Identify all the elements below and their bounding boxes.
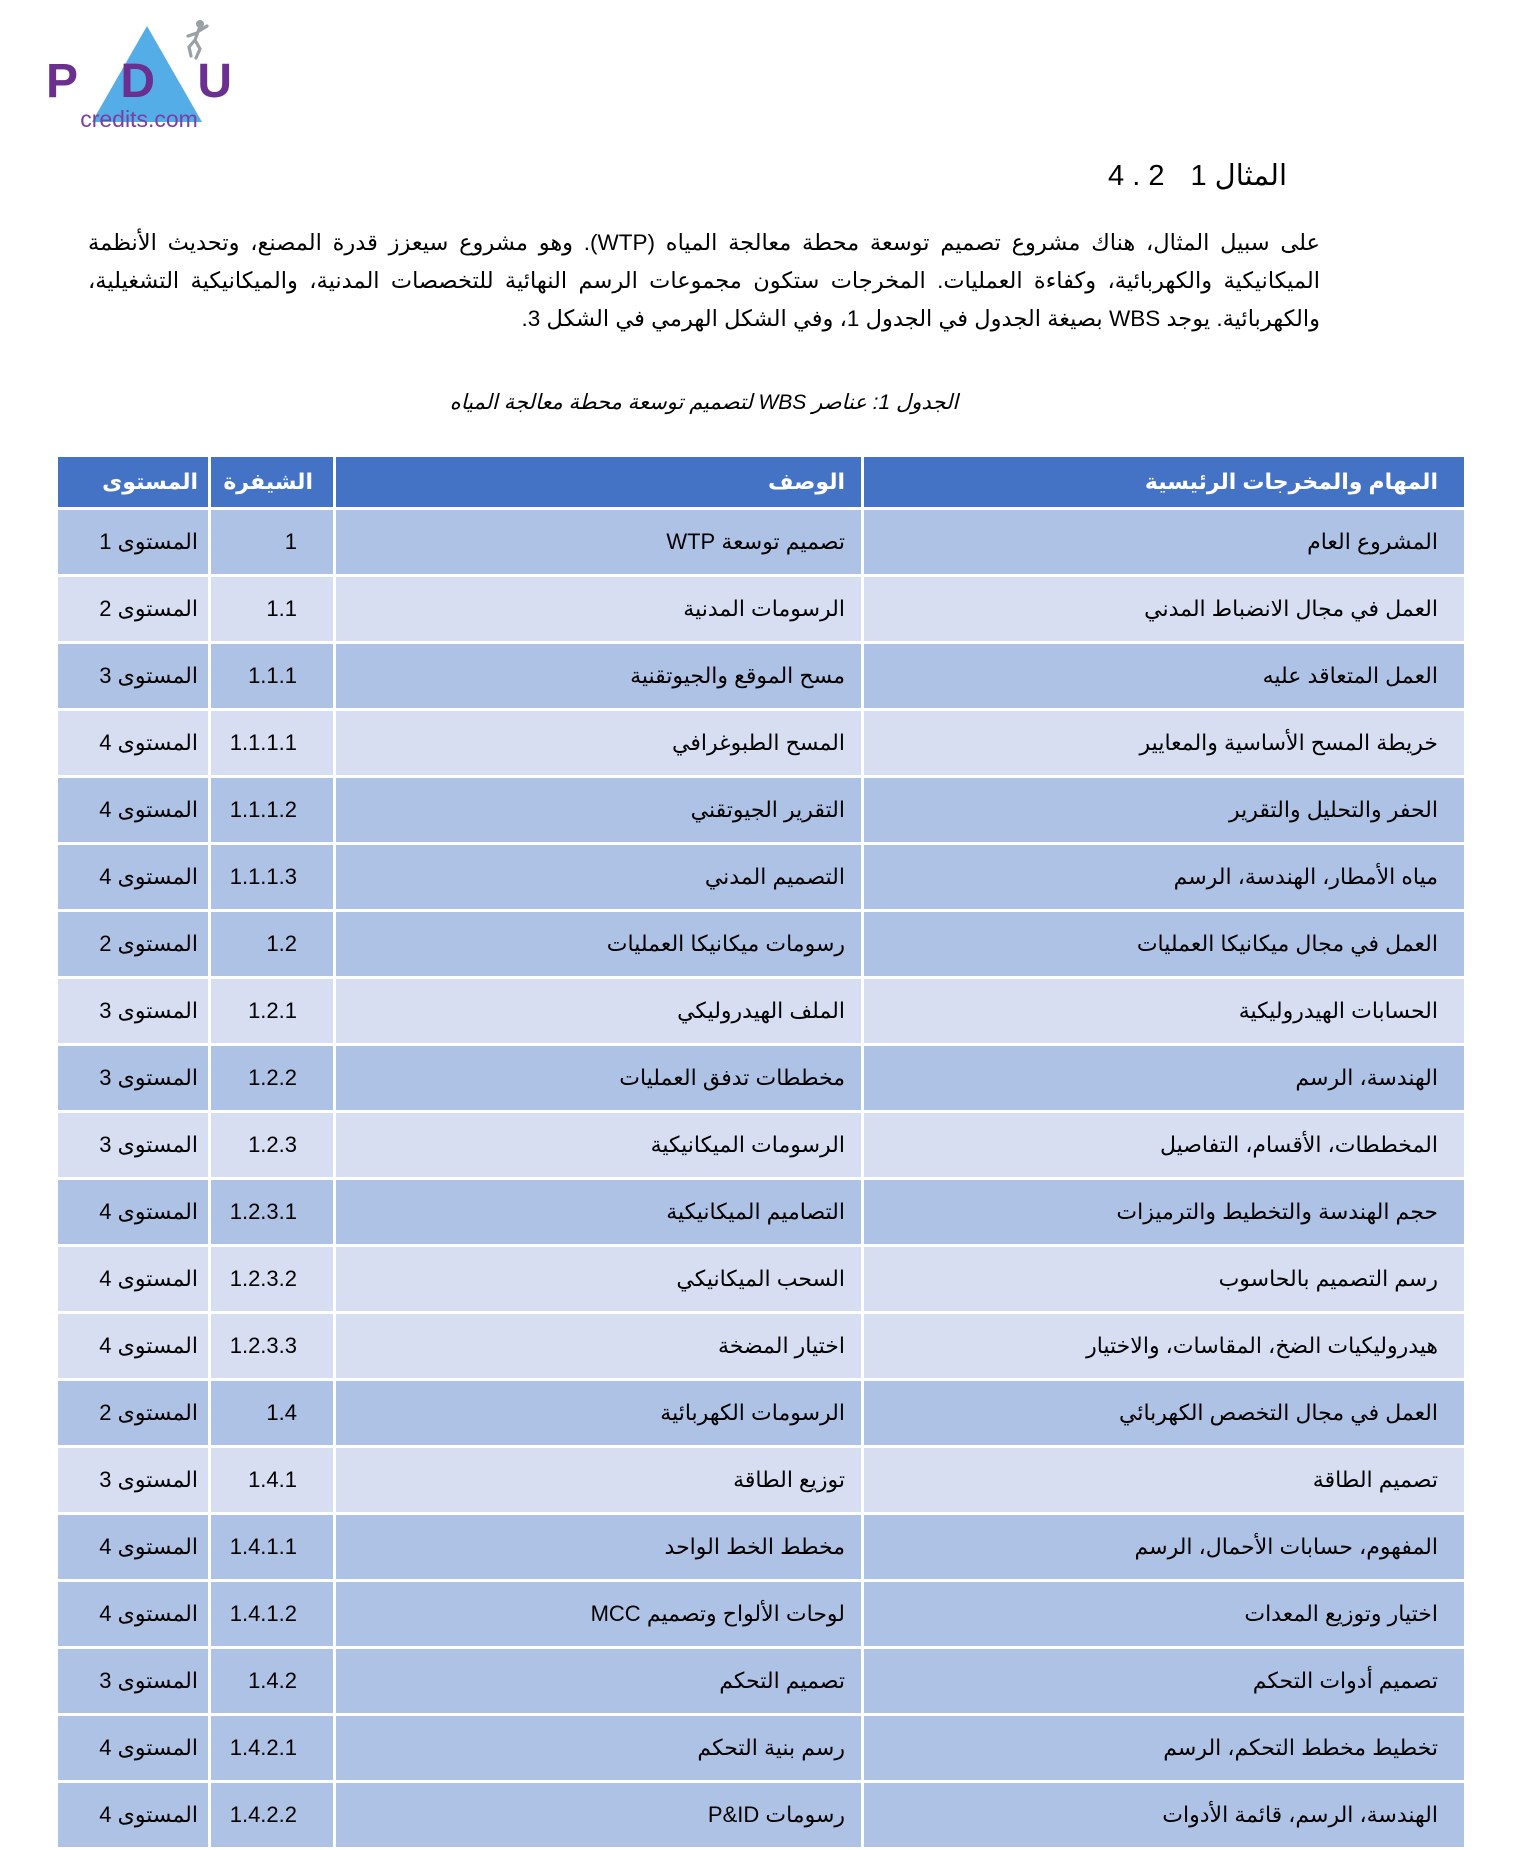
cell-description: التصميم المدني <box>336 845 861 909</box>
section-heading <box>1108 158 1287 193</box>
table-row <box>58 1180 1464 1244</box>
cell-level: المستوى 3 <box>58 979 208 1043</box>
wbs-table-body <box>58 510 1464 1847</box>
cell-description: مخططات تدفق العمليات <box>336 1046 861 1110</box>
cell-description: توزيع الطاقة <box>336 1448 861 1512</box>
wbs-table-header <box>58 457 1464 507</box>
cell-tasks: رسم التصميم بالحاسوب <box>864 1247 1464 1311</box>
cell-code: 1.4.2.1 <box>211 1716 333 1780</box>
table-row <box>58 1113 1464 1177</box>
section-title: المثال 1 <box>1190 160 1287 192</box>
cell-code: 1.1 <box>211 577 333 641</box>
cell-code: 1.2.1 <box>211 979 333 1043</box>
cell-tasks: العمل في مجال ميكانيكا العمليات <box>864 912 1464 976</box>
cell-level: المستوى 4 <box>58 1314 208 1378</box>
cell-description: التصاميم الميكانيكية <box>336 1180 861 1244</box>
cell-code: 1.1.1.2 <box>211 778 333 842</box>
table-row <box>58 577 1464 641</box>
table-row <box>58 510 1464 574</box>
cell-description: الرسومات الكهربائية <box>336 1381 861 1445</box>
cell-description: اختيار المضخة <box>336 1314 861 1378</box>
cell-tasks: تصميم أدوات التحكم <box>864 1649 1464 1713</box>
cell-level: المستوى 4 <box>58 1716 208 1780</box>
section-number: 4 . 2 <box>1108 160 1165 192</box>
cell-tasks: العمل في مجال الانضباط المدني <box>864 577 1464 641</box>
cell-description: رسومات ميكانيكا العمليات <box>336 912 861 976</box>
cell-description: الملف الهيدروليكي <box>336 979 861 1043</box>
cell-code: 1.2 <box>211 912 333 976</box>
table-row <box>58 644 1464 708</box>
cell-description: الرسومات المدنية <box>336 577 861 641</box>
cell-description: مسح الموقع والجيوتقنية <box>336 644 861 708</box>
cell-code: 1 <box>211 510 333 574</box>
cell-code: 1.4.1.2 <box>211 1582 333 1646</box>
cell-level: المستوى 3 <box>58 1046 208 1110</box>
cell-description: تصميم توسعة WTP <box>336 510 861 574</box>
logo-letters <box>46 54 232 109</box>
cell-tasks: هيدروليكيات الضخ، المقاسات، والاختيار <box>864 1314 1464 1378</box>
cell-code: 1.4.2 <box>211 1649 333 1713</box>
header-description: الوصف <box>336 457 861 507</box>
cell-code: 1.4.1 <box>211 1448 333 1512</box>
site-logo <box>40 10 230 130</box>
cell-tasks: حجم الهندسة والتخطيط والترميزات <box>864 1180 1464 1244</box>
cell-tasks: الهندسة، الرسم <box>864 1046 1464 1110</box>
cell-tasks: المشروع العام <box>864 510 1464 574</box>
cell-code: 1.4.2.2 <box>211 1783 333 1847</box>
table-row <box>58 1582 1464 1646</box>
cell-description: مخطط الخط الواحد <box>336 1515 861 1579</box>
cell-code: 1.1.1.1 <box>211 711 333 775</box>
cell-level: المستوى 4 <box>58 1582 208 1646</box>
logo-letter-u: U <box>197 55 232 108</box>
cell-code: 1.2.3.3 <box>211 1314 333 1378</box>
cell-tasks: المفهوم، حسابات الأحمال، الرسم <box>864 1515 1464 1579</box>
table-row <box>58 1515 1464 1579</box>
cell-tasks: تخطيط مخطط التحكم، الرسم <box>864 1716 1464 1780</box>
table-row <box>58 1381 1464 1445</box>
cell-level: المستوى 2 <box>58 577 208 641</box>
cell-code: 1.2.2 <box>211 1046 333 1110</box>
cell-level: المستوى 2 <box>58 1381 208 1445</box>
wbs-table <box>55 454 1467 1850</box>
cell-description: لوحات الألواح وتصميم MCC <box>336 1582 861 1646</box>
cell-tasks: الهندسة، الرسم، قائمة الأدوات <box>864 1783 1464 1847</box>
table-row <box>58 711 1464 775</box>
cell-level: المستوى 4 <box>58 778 208 842</box>
cell-level: المستوى 3 <box>58 1649 208 1713</box>
cell-description: الرسومات الميكانيكية <box>336 1113 861 1177</box>
logo-letter-p: P <box>46 55 79 108</box>
cell-level: المستوى 2 <box>58 912 208 976</box>
table-row <box>58 1649 1464 1713</box>
cell-code: 1.2.3 <box>211 1113 333 1177</box>
table-row <box>58 1448 1464 1512</box>
cell-level: المستوى 3 <box>58 1113 208 1177</box>
cell-tasks: خريطة المسح الأساسية والمعايير <box>864 711 1464 775</box>
cell-code: 1.1.1 <box>211 644 333 708</box>
cell-tasks: الحفر والتحليل والتقرير <box>864 778 1464 842</box>
table-row <box>58 1247 1464 1311</box>
cell-tasks: تصميم الطاقة <box>864 1448 1464 1512</box>
cell-description: رسومات P&ID <box>336 1783 861 1847</box>
table-row <box>58 912 1464 976</box>
table-row <box>58 1716 1464 1780</box>
table-row <box>58 979 1464 1043</box>
cell-tasks: الحسابات الهيدروليكية <box>864 979 1464 1043</box>
cell-description: رسم بنية التحكم <box>336 1716 861 1780</box>
table-row <box>58 1783 1464 1847</box>
cell-description: السحب الميكانيكي <box>336 1247 861 1311</box>
header-code: الشيفرة <box>211 457 333 507</box>
table-row <box>58 845 1464 909</box>
header-level: المستوى <box>58 457 208 507</box>
header-row <box>58 457 1464 507</box>
cell-level: المستوى 1 <box>58 510 208 574</box>
table-row <box>58 1314 1464 1378</box>
cell-level: المستوى 3 <box>58 1448 208 1512</box>
cell-description: تصميم التحكم <box>336 1649 861 1713</box>
cell-description: المسح الطبوغرافي <box>336 711 861 775</box>
cell-level: المستوى 4 <box>58 1180 208 1244</box>
table-caption: الجدول 1: عناصر WBS لتصميم توسعة محطة معالجة المياه <box>449 391 959 414</box>
cell-level: المستوى 4 <box>58 1247 208 1311</box>
cell-level: المستوى 3 <box>58 644 208 708</box>
logo-letter-d: D <box>120 55 155 108</box>
cell-level: المستوى 4 <box>58 1515 208 1579</box>
table-row <box>58 778 1464 842</box>
cell-tasks: المخططات، الأقسام، التفاصيل <box>864 1113 1464 1177</box>
cell-code: 1.4 <box>211 1381 333 1445</box>
cell-tasks: مياه الأمطار، الهندسة، الرسم <box>864 845 1464 909</box>
cell-level: المستوى 4 <box>58 711 208 775</box>
intro-paragraph: على سبيل المثال، هناك مشروع تصميم توسعة محطة معالجة المياه (WTP). وهو مشروع سيعزز قدرة المصنع، وتحديث الأنظمة الميكانيكية والكهربائية، وكفاءة العمليات. المخرجات ستكون مجموعات الرسم النهائية للتخصصات المدنية، والميكانيكية التشغيلية، والكهربائية. يوجد WBS بصيغة الجدول في الجدول 1، وفي الشكل الهرمي في الشكل 3. <box>88 230 1320 331</box>
cell-tasks: العمل في مجال التخصص الكهربائي <box>864 1381 1464 1445</box>
cell-code: 1.1.1.3 <box>211 845 333 909</box>
logo-domain-text: credits.com <box>80 106 198 132</box>
cell-code: 1.2.3.1 <box>211 1180 333 1244</box>
cell-description: التقرير الجيوتقني <box>336 778 861 842</box>
header-tasks: المهام والمخرجات الرئيسية <box>864 457 1464 507</box>
cell-level: المستوى 4 <box>58 1783 208 1847</box>
table-row <box>58 1046 1464 1110</box>
cell-code: 1.2.3.2 <box>211 1247 333 1311</box>
cell-tasks: العمل المتعاقد عليه <box>864 644 1464 708</box>
cell-tasks: اختيار وتوزيع المعدات <box>864 1582 1464 1646</box>
cell-code: 1.4.1.1 <box>211 1515 333 1579</box>
cell-level: المستوى 4 <box>58 845 208 909</box>
